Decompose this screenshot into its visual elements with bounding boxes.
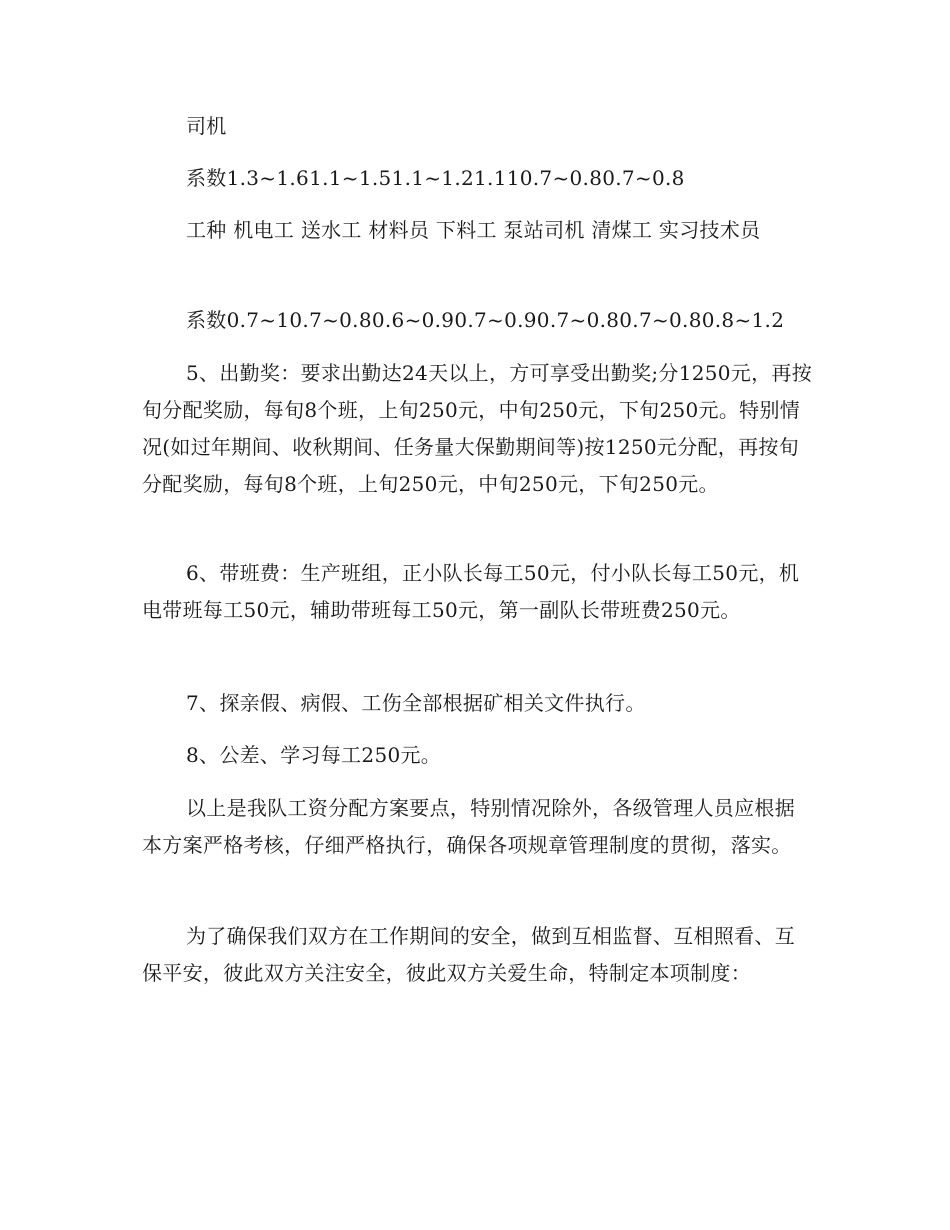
- paragraph-business-trip: 8、公差、学习每工250元。: [186, 743, 442, 767]
- paragraph-job-types: 工种 机电工 送水工 材料员 下料工 泵站司机 清煤工 实习技术员: [186, 218, 761, 242]
- paragraph-coefficients-1: 系数1.3~1.61.1~1.51.1~1.21.110.7~0.80.7~0.8: [186, 166, 685, 190]
- paragraph-driver: 司机: [186, 114, 227, 138]
- paragraph-summary: 以上是我队工资分配方案要点，特别情况除外，各级管理人员应根据本方案严格考核，仔细严格执行，确保各项规章管理制度的贯彻，落实。: [142, 796, 795, 857]
- paragraph-safety-intro: 为了确保我们双方在工作期间的安全，做到互相监督、互相照看、互保平安，彼此双方关注安全，彼此双方关爱生命，特制定本项制度：: [142, 924, 795, 985]
- paragraph-shift-fee: 6、带班费：生产班组，正小队长每工50元，付小队长每工50元，机电带班每工50元，辅助带班每工50元，第一副队长带班费250元。: [142, 561, 800, 622]
- paragraph-leave: 7、探亲假、病假、工伤全部根据矿相关文件执行。: [186, 691, 646, 715]
- paragraph-attendance-bonus: 5、出勤奖：要求出勤达24天以上，方可享受出勤奖;分1250元，再按旬分配奖励，每旬8个班，上旬250元，中旬250元，下旬250元。特别情况(如过年期间、收秋期间、任务量大保勤期间等)按1250元分配，再按旬分配奖励，每旬8个班，上旬250元，中旬250元，下旬250元。: [142, 361, 813, 496]
- paragraph-coefficients-2: 系数0.7~10.7~0.80.6~0.90.7~0.90.7~0.80.7~0.80.8~1.2: [186, 308, 785, 332]
